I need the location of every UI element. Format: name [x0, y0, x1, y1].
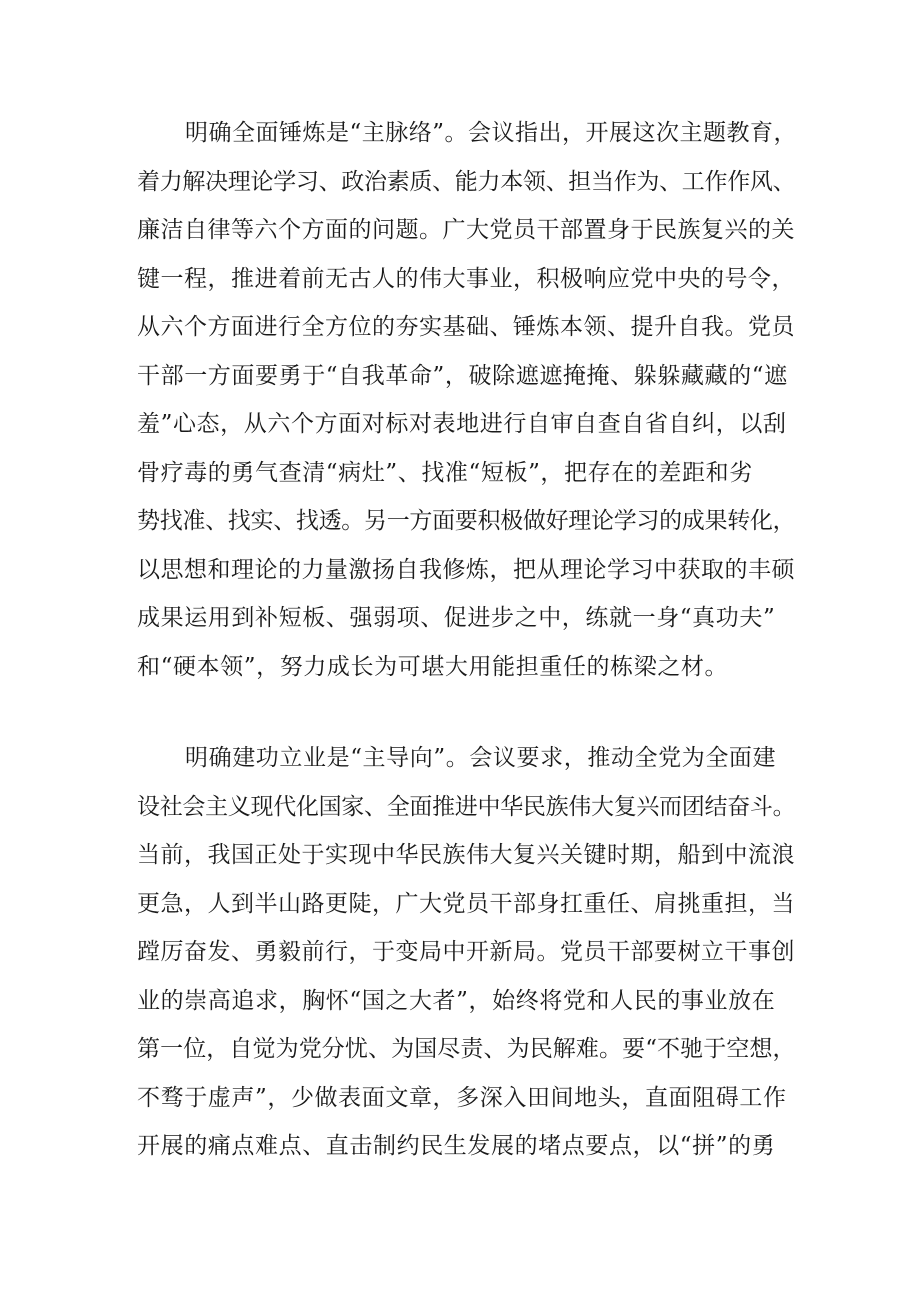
paragraph-line: 羞”心态，从六个方面对标对表地进行自审自查自省自纠，以刮 — [137, 411, 787, 437]
paragraph-line: 廉洁自律等六个方面的问题。广大党员干部置身于民族复兴的关 — [137, 217, 795, 243]
paragraph-line: 着力解决理论学习、政治素质、能力本领、担当作为、工作作风、 — [137, 168, 796, 195]
paragraph-line: 不骛于虚声”，少做表面文章，多深入田间地头，直面阻碍工作 — [137, 1084, 787, 1111]
paragraph-line: 和“硬本领”，努力成长为可堪大用能担重任的栋梁之材。 — [137, 653, 729, 680]
paragraph-line: 以思想和理论的力量激扬自我修炼，把从理论学习中获取的丰硕 — [137, 556, 795, 583]
paragraph-line: 成果运用到补短板、强弱项、促进步之中，练就一身“真功夫” — [137, 605, 776, 631]
paragraph-line: 更急，人到半山路更陡，广大党员干部身扛重任、肩挑重担，当 — [137, 890, 795, 917]
paragraph-line: 开展的痛点难点、直击制约民生发展的堵点要点，以“拼”的勇 — [137, 1133, 776, 1159]
paragraph-line: 从六个方面进行全方位的夯实基础、锤炼本领、提升自我。党员 — [137, 314, 795, 340]
paragraph-line: 明确建功立业是“主导向”。会议要求，推动全党为全面建 — [185, 745, 777, 771]
paragraph-line: 骨疗毒的勇气查清“病灶”、找准“短板”，把存在的差距和劣 — [137, 459, 753, 486]
paragraph-line: 业的崇高追求，胸怀“国之大者”，始终将党和人民的事业放在 — [137, 987, 776, 1014]
paragraph-main-direction — [137, 734, 797, 1171]
paragraph-main-thread — [137, 109, 797, 691]
paragraph-line: 明确全面锤炼是“主脉络”。会议指出，开展这次主题教育， — [185, 120, 798, 146]
paragraph-line: 第一位，自觉为党分忧、为国尽责、为民解难。要“不驰于空想， — [137, 1036, 796, 1062]
paragraph-line: 键一程，推进着前无古人的伟大事业，积极响应党中央的号令， — [137, 265, 795, 292]
paragraph-line: 蹚厉奋发、勇毅前行，于变局中开新局。党员干部要树立干事创 — [137, 939, 795, 965]
paragraph-line: 势找准、找实、找透。另一方面要积极做好理论学习的成果转化， — [137, 508, 796, 534]
paragraph-line: 干部一方面要勇于“自我革命”，破除遮遮掩掩、躲躲藏藏的“遮 — [137, 362, 788, 389]
paragraph-line: 设社会主义现代化国家、全面推进中华民族伟大复兴而团结奋斗。 — [137, 793, 796, 820]
paragraph-line: 当前，我国正处于实现中华民族伟大复兴关键时期，船到中流浪 — [137, 842, 795, 868]
